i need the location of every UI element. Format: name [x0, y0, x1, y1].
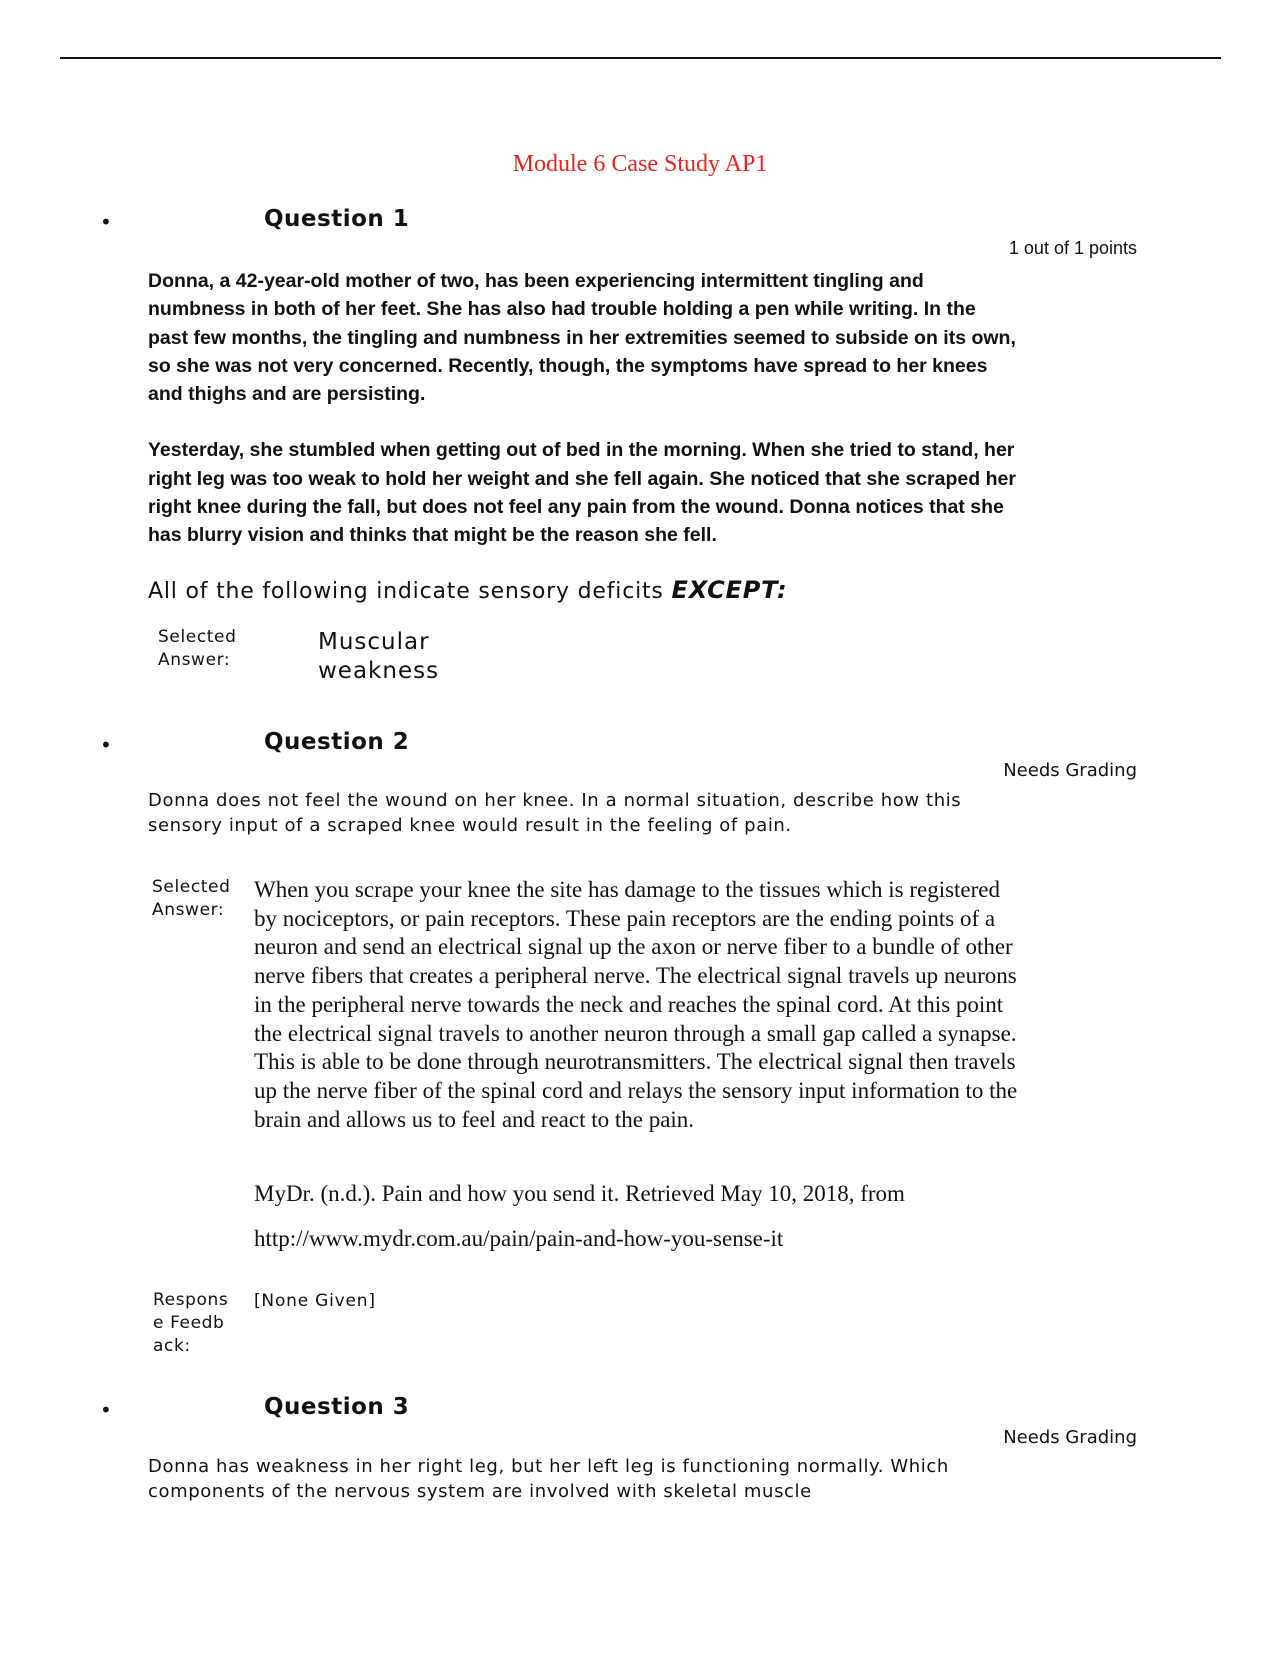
question-2-heading: Question 2	[264, 729, 410, 755]
question-1-scenario	[148, 267, 1018, 578]
top-rule	[60, 57, 1221, 59]
question-2-feedback-label: Response Feedback:	[153, 1290, 229, 1356]
question-2-feedback: [None Given]	[254, 1291, 376, 1311]
question-1-heading: Question 1	[264, 206, 410, 232]
question-2-selected-label: Selected Answer:	[152, 877, 231, 920]
question-1-points: 1 out of 1 points	[1008, 238, 1137, 258]
question-2-citation-url: http://www.mydr.com.au/pain/pain-and-how-you-sense-it	[254, 1226, 784, 1251]
question-3-points: Needs Grading	[1003, 1427, 1137, 1448]
prompt-text: All of the following indicate sensory deficits	[148, 579, 672, 604]
question-2-points: Needs Grading	[1003, 760, 1137, 781]
question-3-heading: Question 3	[264, 1394, 410, 1420]
scenario-paragraph-1: Donna, a 42-year-old mother of two, has been experiencing intermittent tingling and numbness in both of her feet. She has also had trouble holding a pen while writing. In the past few months, the tingling and numbness in her extremities seemed to subside on its own, so she was not very concerned. Recently, though, the symptoms have spread to her knees and thighs and are persisting.	[148, 270, 1016, 406]
question-2-prompt: Donna does not feel the wound on her knee. In a normal situation, describe how this sensory input of a scraped knee would result in the feeling of pain.	[148, 790, 962, 836]
bullet: •	[100, 733, 112, 757]
bullet: •	[100, 1398, 112, 1422]
question-2-citation: MyDr. (n.d.). Pain and how you send it. Retrieved May 10, 2018, from	[254, 1181, 905, 1206]
prompt-emphasis: EXCEPT:	[671, 576, 788, 604]
bullet: •	[100, 210, 112, 234]
question-1-prompt	[148, 578, 787, 604]
document-title: Module 6 Case Study AP1	[512, 151, 768, 177]
question-2-selected-answer: When you scrape your knee the site has damage to the tissues which is registered by nociceptors, or pain receptors. These pain receptors are the ending points of a neuron and send an electrical signal up the axon or nerve fiber to a bundle of other nerve fibers that creates a peripheral nerve. The electrical signal travels up neurons in the peripheral nerve towards the neck and reaches the spinal cord. At this point the electrical signal travels to another neuron through a small gap called a synapse. This is able to be done through neurotransmitters. The electrical signal then travels up the nerve fiber of the spinal cord and relays the sensory input information to the brain and allows us to feel and react to the pain.	[254, 877, 1018, 1132]
question-1-selected-answer: Muscular weakness	[318, 629, 440, 684]
scenario-paragraph-2: Yesterday, she stumbled when getting out of bed in the morning. When she tried to stand, her right leg was too weak to hold her weight and she fell again. She noticed that she scraped her right knee during the fall, but does not feel any pain from the wound. Donna notices that she has blurry vision and thinks that might be the reason she fell.	[148, 439, 1016, 547]
question-3-prompt: Donna has weakness in her right leg, but her left leg is functioning normally. Which components of the nervous system are involved with skeletal muscle	[148, 1456, 949, 1502]
question-1-selected-label: Selected Answer:	[158, 627, 237, 670]
